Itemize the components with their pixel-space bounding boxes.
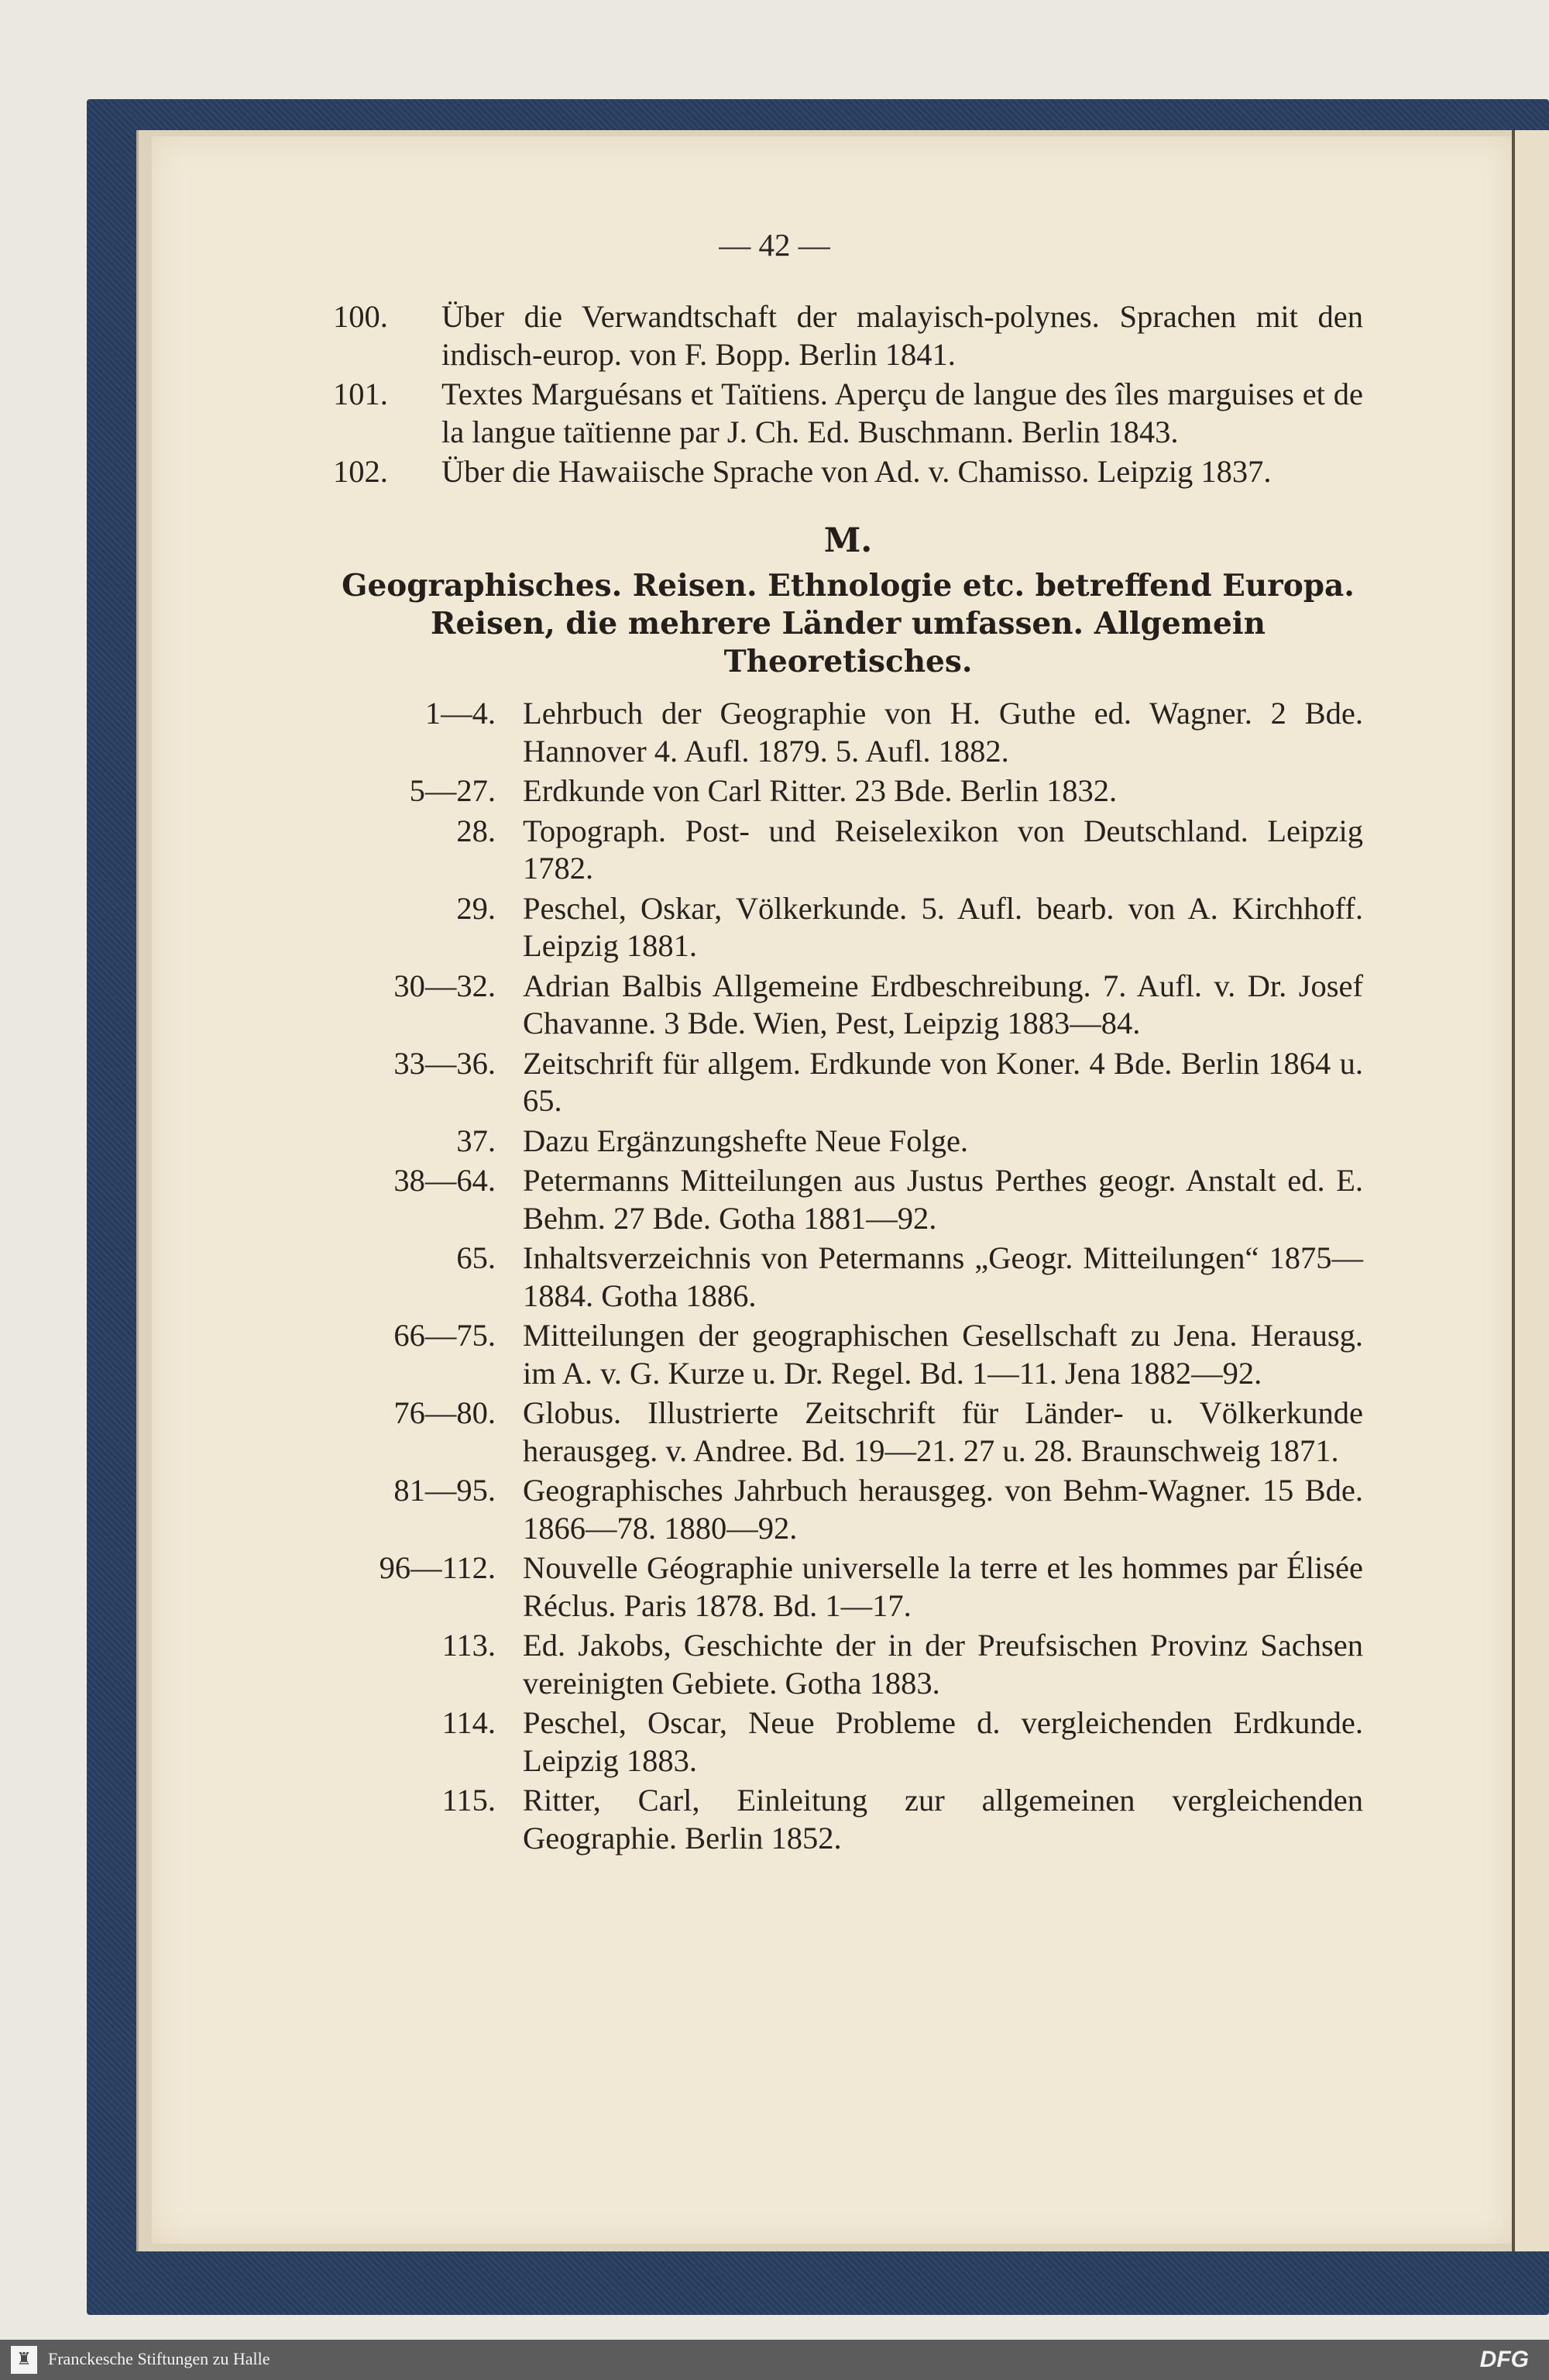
entry-number: 115. bbox=[441, 1783, 496, 1818]
entry-text: Petermanns Mitteilungen aus Justus Perthes geogr. Anstalt ed. E. Behm. 27 Bde. Gotha 1881—92. bbox=[523, 1163, 1363, 1236]
entry-text: Über die Hawaiische Sprache von Ad. v. Chamisso. Leipzig 1837. bbox=[441, 454, 1272, 489]
entry-number: 30—32. bbox=[393, 968, 496, 1003]
entry-number: 113. bbox=[441, 1628, 496, 1663]
entry-text: Topograph. Post- und Reiselexikon von Deutschland. Leipzig 1782. bbox=[523, 813, 1363, 886]
list-item bbox=[333, 1472, 1363, 1547]
entry-text: Mitteilungen der geographischen Gesellschaft zu Jena. Herausg. im A. v. G. Kurze u. Dr. Regel. Bd. 1—11. Jena 1882—92. bbox=[523, 1318, 1363, 1391]
entry-number: 1—4. bbox=[424, 696, 496, 731]
page-number: — 42 — bbox=[719, 227, 830, 263]
entry-text: Dazu Ergänzungshefte Neue Folge. bbox=[523, 1123, 969, 1158]
entry-number: 65. bbox=[456, 1240, 496, 1275]
entry-text: Geographisches Jahrbuch herausgeg. von Behm-Wagner. 15 Bde. 1866—78. 1880—92. bbox=[523, 1473, 1363, 1546]
list-item bbox=[333, 890, 1363, 965]
page-content bbox=[333, 298, 1363, 1859]
entry-text: Zeitschrift für allgem. Erdkunde von Koner. 4 Bde. Berlin 1864 u. 65. bbox=[523, 1045, 1363, 1118]
entry-number: 101. bbox=[333, 377, 388, 411]
list-item bbox=[333, 453, 1363, 491]
list-item bbox=[333, 695, 1363, 770]
entry-number: 100. bbox=[333, 299, 388, 334]
entry-number: 102. bbox=[333, 454, 388, 489]
entry-text: Globus. Illustrierte Zeitschrift für Länder- u. Völkerkunde herausgeg. v. Andree. Bd. 19—21. 27 u. 28. Braunschweig 1871. bbox=[523, 1395, 1363, 1468]
entry-number: 28. bbox=[456, 813, 496, 848]
list-item bbox=[333, 1317, 1363, 1392]
viewer-footer bbox=[0, 2340, 1549, 2380]
entry-text: Ritter, Carl, Einleitung zur allgemeinen vergleichenden Geographie. Berlin 1852. bbox=[523, 1783, 1363, 1856]
list-item bbox=[333, 298, 1363, 373]
institution-name: Franckesche Stiftungen zu Halle bbox=[48, 2349, 270, 2368]
dfg-logo: DFG bbox=[1479, 2347, 1529, 2372]
entry-text: Adrian Balbis Allgemeine Erdbeschreibung. 7. Aufl. v. Dr. Josef Chavanne. 3 Bde. Wien, Pest, Leipzig 1883—84. bbox=[523, 968, 1363, 1040]
list-item bbox=[333, 1162, 1363, 1237]
entry-text: Inhaltsverzeichnis von Petermanns „Geogr. Mitteilungen“ 1875—1884. Gotha 1886. bbox=[523, 1240, 1363, 1313]
facing-page-edge bbox=[1512, 130, 1549, 2251]
section-title-line: Reisen, die mehrere Länder umfassen. Allgemein bbox=[431, 606, 1266, 641]
institution-logo-icon: ♜ bbox=[11, 2346, 37, 2374]
entries-continued bbox=[333, 298, 1363, 491]
section-title-line: Theoretisches. bbox=[723, 644, 973, 679]
entry-text: Erdkunde von Carl Ritter. 23 Bde. Berlin 1832. bbox=[523, 773, 1118, 808]
entry-text: Lehrbuch der Geographie von H. Guthe ed. Wagner. 2 Bde. Hannover 4. Aufl. 1879. 5. Aufl. 1882. bbox=[523, 696, 1363, 769]
list-item bbox=[333, 1123, 1363, 1161]
list-item bbox=[333, 772, 1363, 810]
section-title bbox=[333, 567, 1363, 681]
list-item bbox=[333, 376, 1363, 451]
section-title-line: Geographisches. Reisen. Ethnologie etc. betreffend Europa. bbox=[342, 568, 1355, 604]
entry-text: Peschel, Oskar, Völkerkunde. 5. Aufl. bearb. von A. Kirchhoff. Leipzig 1881. bbox=[523, 890, 1363, 963]
entry-number: 96—112. bbox=[379, 1550, 496, 1585]
list-item bbox=[333, 1704, 1363, 1780]
list-item bbox=[333, 813, 1363, 888]
entry-text: Peschel, Oscar, Neue Probleme d. vergleichenden Erdkunde. Leipzig 1883. bbox=[523, 1705, 1363, 1778]
entry-number: 66—75. bbox=[393, 1318, 496, 1353]
list-item bbox=[333, 1240, 1363, 1315]
entry-number: 29. bbox=[456, 890, 496, 926]
entry-number: 33—36. bbox=[393, 1045, 496, 1081]
entry-text: Über die Verwandtschaft der malayisch-polynes. Sprachen mit den indisch-europ. von F. Bopp. Berlin 1841. bbox=[441, 299, 1363, 372]
entry-number: 81—95. bbox=[393, 1473, 496, 1508]
list-item bbox=[333, 1395, 1363, 1470]
list-item bbox=[333, 1549, 1363, 1625]
list-item bbox=[333, 1627, 1363, 1702]
entry-number: 37. bbox=[456, 1123, 496, 1158]
list-item bbox=[333, 1045, 1363, 1120]
entry-text: Nouvelle Géographie universelle la terre et les hommes par Élisée Réclus. Paris 1878. Bd. 1—17. bbox=[523, 1550, 1363, 1623]
entry-text: Textes Marguésans et Taïtiens. Aperçu de langue des îles marguises et de la langue taïtienne par J. Ch. Ed. Buschmann. Berlin 1843. bbox=[441, 377, 1363, 449]
section-entries bbox=[333, 695, 1363, 1857]
entry-number: 38—64. bbox=[393, 1163, 496, 1198]
section-letter: M. bbox=[823, 521, 873, 560]
entry-number: 5—27. bbox=[409, 773, 496, 808]
entry-number: 114. bbox=[441, 1705, 496, 1740]
list-item bbox=[333, 968, 1363, 1043]
list-item bbox=[333, 1782, 1363, 1857]
entry-text: Ed. Jakobs, Geschichte der in der Preufsischen Provinz Sachsen vereinigten Gebiete. Gotha 1883. bbox=[523, 1628, 1363, 1701]
entry-number: 76—80. bbox=[393, 1395, 496, 1430]
